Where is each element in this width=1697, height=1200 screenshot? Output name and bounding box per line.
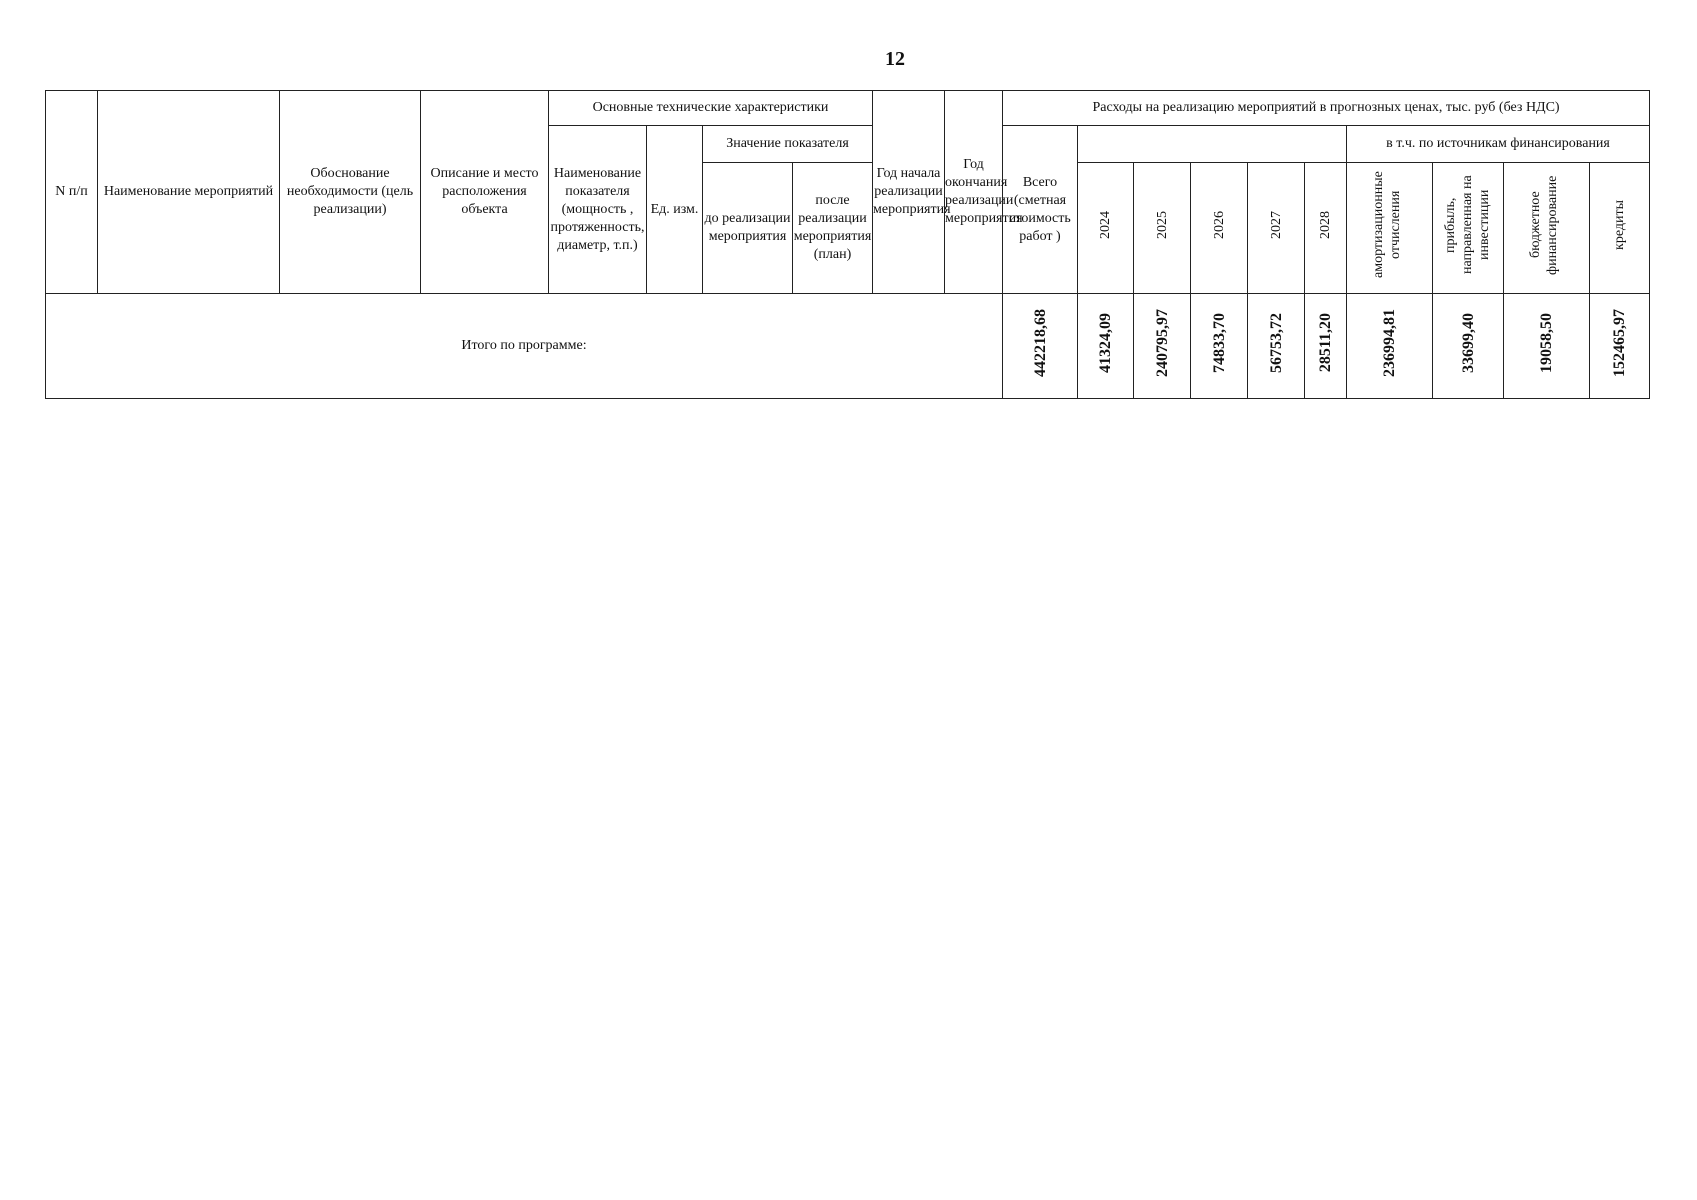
col-unit-header: Ед. изм. <box>647 126 703 294</box>
year-2028-label: 2028 <box>1318 211 1333 239</box>
total-2027-value: 56753,72 <box>1267 313 1285 373</box>
col-year-2024-header <box>1078 163 1134 294</box>
total-depreciation-cell <box>1347 294 1433 399</box>
col-year-2025-header <box>1134 163 1191 294</box>
depreciation-label: амортизационные отчисления <box>1370 171 1403 279</box>
col-num-header: N п/п <box>46 91 98 294</box>
col-location-header: Описание и место расположения объекта <box>421 91 549 294</box>
total-row <box>46 294 1650 399</box>
year-2024-label: 2024 <box>1098 211 1113 239</box>
profit-label: прибыль, направленная на инвестиции <box>1443 175 1492 275</box>
total-2028-value: 28511,20 <box>1317 313 1334 373</box>
col-profit-header <box>1433 163 1504 294</box>
year-2026-label: 2026 <box>1211 211 1227 239</box>
total-2025-value: 240795,97 <box>1153 309 1171 377</box>
col-year-2026-header <box>1191 163 1248 294</box>
header-row-1 <box>46 91 1650 126</box>
total-budget-value: 19058,50 <box>1538 313 1555 373</box>
col-end-year-header: Год окончания реализации мероприятия <box>945 91 1003 294</box>
col-indicator-name-header: Наименование показателя (мощность , протяженность, диаметр, т.п.) <box>549 126 647 294</box>
total-label: Итого по программе: <box>46 294 1003 399</box>
col-name-header: Наименование мероприятий <box>98 91 280 294</box>
budget-label: бюджетное финансирование <box>1527 175 1560 275</box>
total-2025-cell <box>1134 294 1191 399</box>
total-credits-cell <box>1590 294 1650 399</box>
total-cost-value: 442218,68 <box>1031 309 1049 377</box>
indicator-value-header: Значение показателя <box>703 126 873 163</box>
col-start-year-header: Год начала реализации мероприятия <box>873 91 945 294</box>
col-budget-header <box>1504 163 1590 294</box>
total-2026-cell <box>1191 294 1248 399</box>
sources-group-header: в т.ч. по источникам финансирования <box>1347 126 1650 163</box>
year-2025-label: 2025 <box>1154 211 1170 239</box>
investment-program-table <box>45 90 1650 399</box>
total-2027-cell <box>1248 294 1305 399</box>
tech-chars-header: Основные технические характеристики <box>549 91 873 126</box>
col-before-header: до реализации мероприятия <box>703 163 793 294</box>
total-cost-cell <box>1003 294 1078 399</box>
expenses-header: Расходы на реализацию мероприятий в прогнозных ценах, тыс. руб (без НДС) <box>1003 91 1650 126</box>
total-profit-cell <box>1433 294 1504 399</box>
col-total-cost-header: Всего (сметная стоимость работ ) <box>1003 126 1078 294</box>
total-2026-value: 74833,70 <box>1210 313 1228 373</box>
total-depreciation-value: 236994,81 <box>1381 309 1398 377</box>
total-credits-value: 152465,97 <box>1611 309 1629 377</box>
credits-label: кредиты <box>1612 200 1628 250</box>
total-profit-value: 33699,40 <box>1459 313 1477 373</box>
col-year-2028-header <box>1305 163 1347 294</box>
col-credits-header <box>1590 163 1650 294</box>
years-group-header <box>1078 126 1347 163</box>
col-justification-header: Обоснование необходимости (цель реализации) <box>280 91 421 294</box>
page-number: 12 <box>885 48 905 70</box>
total-budget-cell <box>1504 294 1590 399</box>
col-year-2027-header <box>1248 163 1305 294</box>
total-2024-cell <box>1078 294 1134 399</box>
year-2027-label: 2027 <box>1268 211 1284 239</box>
col-after-header: после реализации мероприятия (план) <box>793 163 873 294</box>
total-2028-cell <box>1305 294 1347 399</box>
col-depreciation-header <box>1347 163 1433 294</box>
total-2024-value: 41324,09 <box>1097 313 1114 373</box>
